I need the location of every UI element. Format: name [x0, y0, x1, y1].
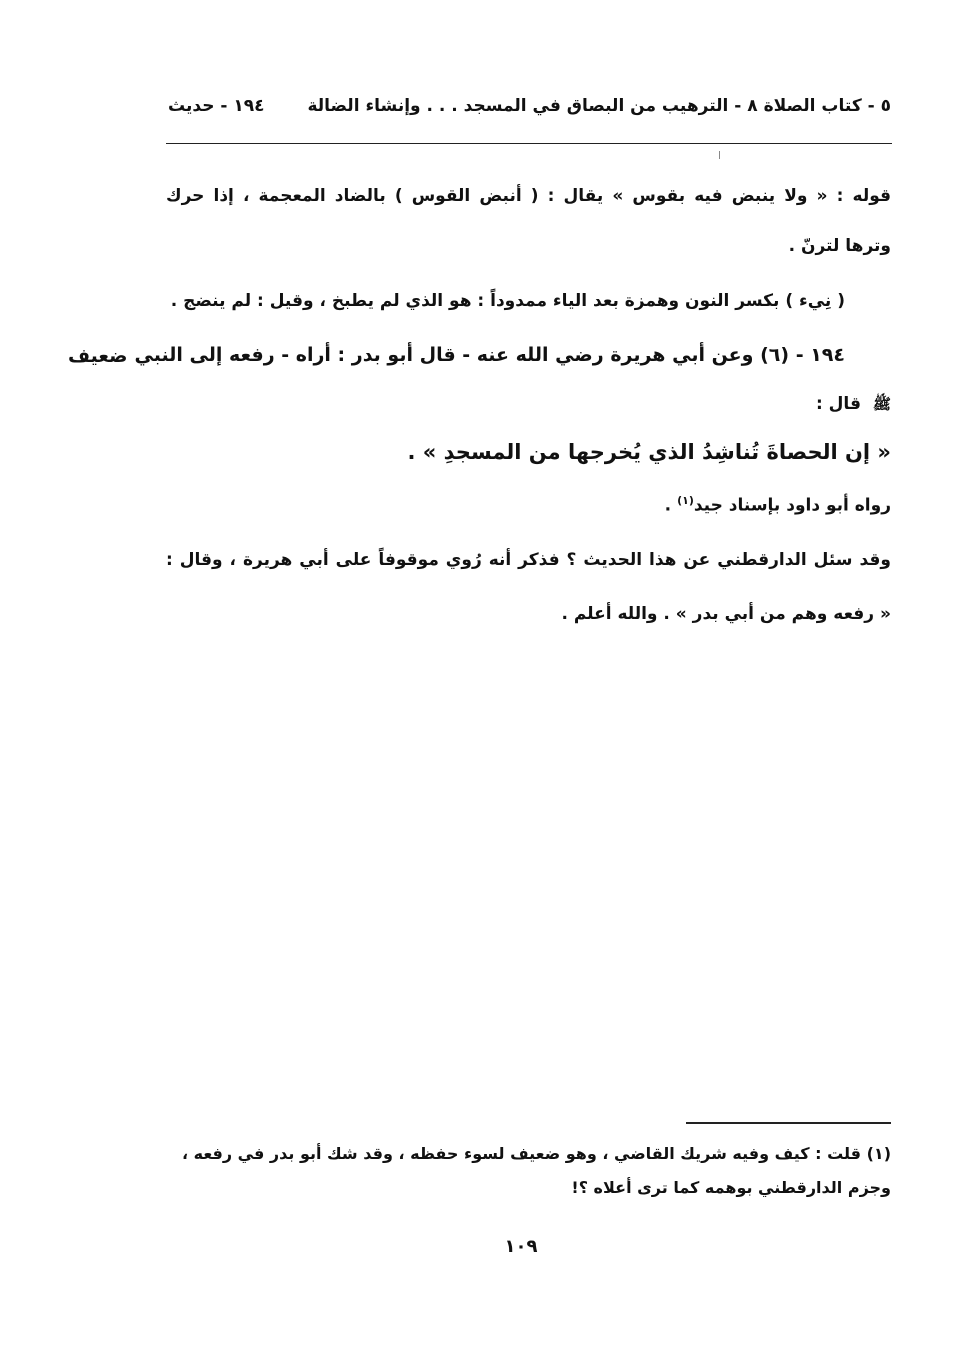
narration-source-line	[665, 494, 891, 516]
body-line-daraqutni: وقد سئل الدارقطني عن هذا الحديث ؟ فذكر أنه رُوي موقوفاً على أبي هريرة ، وقال :	[166, 550, 891, 570]
footnote-line-1: (١) قلت : كيف وفيه شريك القاضي ، وهو ضعيف لسوء حفظه ، وقد شك أبو بدر في رفعه ،	[182, 1144, 891, 1163]
page-number: ١٠٩	[504, 1236, 538, 1257]
hadith-194-intro: ١٩٤ - (٦) وعن أبي هريرة رضي الله عنه - قال أبو بدر : أراه - رفعه إلى النبي	[134, 344, 845, 366]
body-line-qala	[816, 394, 891, 417]
prophet-honorific-glyph: ﷺ	[872, 395, 891, 413]
hadith-grade-badge: ضعيف	[68, 345, 128, 367]
footnote-divider	[686, 1122, 891, 1124]
narration-source-text: رواه أبو داود بإسناد جيد	[693, 495, 891, 516]
body-line-2: وترها لترنّ .	[788, 236, 891, 256]
narration-end-dot: .	[664, 495, 678, 516]
hadith-text: « إن الحصاةَ تُناشِدُ الذي يُخرجها من المسجدِ » .	[407, 440, 891, 464]
footnote-marker: (١)	[677, 494, 694, 507]
header-divider	[166, 143, 892, 144]
print-mark	[719, 151, 720, 159]
qala-text: قال :	[815, 394, 861, 414]
body-line-closing: « رفعه وهم من أبي بدر » . والله أعلم .	[561, 604, 891, 624]
body-line-1: قوله : « ولا ينبض فيه بقوس » يقال : ( أنبض القوس ) بالضاد المعجمة ، إذا حرك	[166, 186, 891, 206]
running-header-hadith-number: ١٩٤ - حديث	[168, 96, 265, 116]
body-line-3: ( نِيء ) بكسر النون وهمزة بعد الياء ممدوداً : هو الذي لم يطبخ ، وقيل : لم ينضج .	[170, 291, 845, 311]
footnote-line-2: وجزم الدارقطني بوهمه كما ترى أعلاه ؟!	[571, 1178, 891, 1197]
running-header-chapter: ٥ - كتاب الصلاة ٨ - الترهيب من البصاق في المسجد . . . وإنشاء الضالة	[307, 96, 891, 116]
